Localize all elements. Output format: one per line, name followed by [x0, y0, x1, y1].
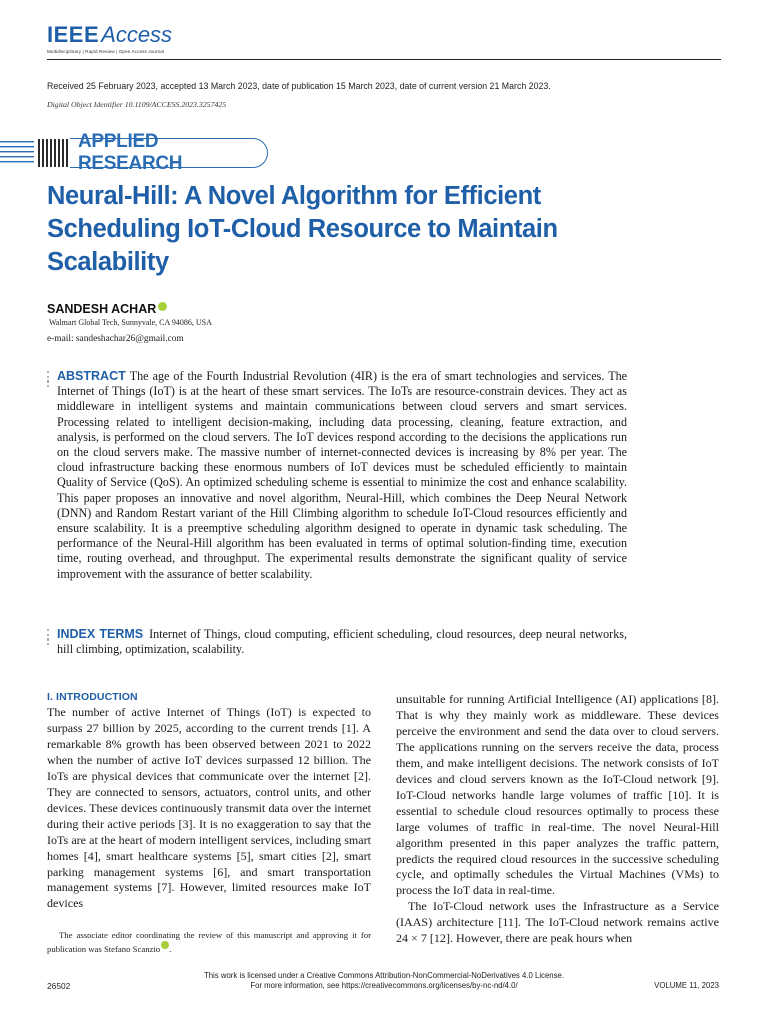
received-dates: Received 25 February 2023, accepted 13 March 2023, date of publication 15 March 2023, date of current version 21 March 2023.: [47, 81, 551, 91]
section-heading: I. INTRODUCTION: [47, 691, 138, 703]
left-column: [47, 691, 371, 912]
intro-paragraph: The number of active Internet of Things (IoT) is expected to surpass 27 billion by 2025, according to the current trends [1]. A remarkable 8% growth has been observed between 2021 to 2022 when the number of active IoT devices surpassed 12 billion. The IoTs are physical devices that communicate over the internet [2]. They are connected to sensors, actuators, control units, and other devices. These devices continuously transmit data over the internet during their active periods [3]. It is no exaggeration to say that the IoTs are at the heart of modern intelligent services, including smart homes [4], smart healthcare systems [5], smart cities [2], smart parking management systems [6], and smart transportation management systems [7]. However, limited resources make IoT devices: [47, 705, 371, 911]
volume-label: VOLUME 11, 2023: [654, 981, 719, 990]
intro-paragraph-2: The IoT-Cloud network uses the Infrastructure as a Service (IAAS) architecture [11]. The IoT-Cloud network remains active 24 × 7 [12]. However, there are peak hours when: [396, 899, 719, 946]
index-terms-label: INDEX TERMS: [57, 627, 144, 641]
title-line: Scheduling IoT-Cloud Resource to Maintain: [47, 215, 558, 243]
category-band: [0, 131, 270, 174]
logo-access-text: Access: [101, 22, 173, 47]
page-number: 26502: [47, 981, 71, 991]
header-divider: [47, 59, 721, 60]
abstract-section: [57, 369, 627, 582]
category-label: APPLIED RESEARCH: [78, 131, 183, 174]
category-stripes-icon: [0, 139, 70, 167]
author-name: SANDESH ACHAR: [47, 302, 157, 316]
orcid-icon[interactable]: [158, 302, 167, 311]
category-pill: [70, 131, 268, 174]
index-terms-section: [57, 627, 627, 657]
logo-ieee-text: IEEE: [47, 22, 100, 47]
right-column: [396, 692, 719, 947]
license-line: This work is licensed under a Creative Commons Attribution-NonCommercial-NoDerivatives 4.0 License.: [203, 971, 565, 980]
index-terms-text: Internet of Things, cloud computing, efficient scheduling, cloud resources, deep neural networks, hill climbing, optimization, scalability.: [57, 627, 627, 657]
orcid-icon[interactable]: [161, 941, 169, 949]
abstract-dots-icon: [47, 371, 50, 389]
paper-title: [47, 180, 607, 279]
title-line: Neural-Hill: A Novel Algorithm for Efficient: [47, 182, 541, 210]
abstract-label: ABSTRACT: [57, 369, 126, 383]
abstract-text: The age of the Fourth Industrial Revolution (4IR) is the era of smart technologies and services. The Internet of Things (IoT) is at the heart of these smart services. The IoTs are resource-constrain devices. They act as middleware in intelligent systems and maintain communications between cloud servers and smart services. Processing related to intelligent decision-making, including data processing, cleaning, feature extraction, and analysis, is performed on the cloud servers. The IoT devices respond according to the decisions the applications run on the cloud servers make. The massive number of internet-connected devices is increasing by 8% per year. The cloud infrastructure backing these enormous numbers of IoT devices must be scheduled efficiently to maintain Quality of Service (QoS). An optimized scheduling scheme is essential to minimize the cost and enhance scalability. This paper proposes an innovative and novel algorithm, Neural-Hill, which combines the Deep Neural Network (DNN) and Random Restart variant of the Hill Climbing algorithm to schedule IoT-Cloud resources efficiently and ensure scalability. It is a preemptive scheduling algorithm designed to operate in dynamic task scheduling. The performance of the Neural-Hill algorithm has been evaluated in terms of optimal solution-finding time, execution time, routing overhead, and throughput. The experimental results demonstrate the significant quality of service improvement with the assurance of better scalability.: [57, 369, 627, 581]
editor-footnote: The associate editor coordinating the review of this manuscript and approving it for publication was Stefano Scanzio .: [47, 930, 371, 954]
title-line: Scalability: [47, 248, 169, 276]
author-email: e-mail: sandeshachar26@gmail.com: [47, 334, 184, 344]
doi-line: Digital Object Identifier 10.1109/ACCESS.2023.3257425: [47, 100, 227, 109]
journal-logo: [47, 22, 172, 54]
license-link[interactable]: For more information, see https://creativecommons.org/licenses/by-nc-nd/4.0/: [250, 981, 518, 990]
author-block: [47, 302, 167, 316]
index-terms-dots-icon: [47, 629, 50, 647]
intro-paragraph-continued: unsuitable for running Artificial Intelligence (AI) applications [8]. That is why they mainly work as middleware. These devices perceive the environment and send the data over to cloud servers. The applications running on the servers receive the data, process them, and make intelligent decisions. The network consists of IoT devices and cloud servers known as the IoT-Cloud network [9]. IoT-Cloud networks handle large volumes of traffic [10]. It is essential to schedule cloud resources optimally to process these large volumes of traffic in real-time. The novel Neural-Hill algorithm presented in this paper analyzes the traffic pattern, predicts the required cloud resources in the successive scheduling cycle, and optimally schedules the Virtual Machines (VMs) to process the IoT data in real-time.: [396, 692, 719, 898]
footnote-text: The associate editor coordinating the review of this manuscript and approving it for publication was Stefano Scanzio: [47, 930, 371, 954]
journal-tagline: Multidisciplinary | Rapid Review | Open Access Journal: [47, 49, 165, 54]
author-affiliation: Walmart Global Tech, Sunnyvale, CA 94086, USA: [49, 318, 212, 327]
license-footer: [0, 971, 768, 991]
